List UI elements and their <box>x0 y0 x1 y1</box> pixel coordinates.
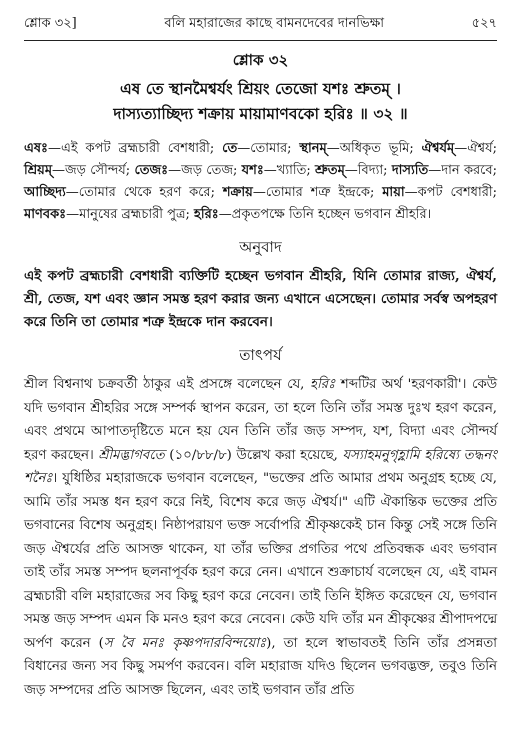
header-verse-ref: শ্লোক ৩২] <box>24 16 77 31</box>
translation-heading: অনুবাদ <box>239 238 282 256</box>
synonym-meaning: —তোমার শত্রু ইন্দ্রকে; <box>252 185 383 200</box>
synonym-meaning: —জড় তেজ; <box>168 163 242 178</box>
synonym-word: তে <box>222 141 238 156</box>
verse-line-2: দাস্যত্যাচ্ছিদ্য শক্রায় মায়ামাণবকো হরিঃ ॥ ৩২ ॥ <box>113 104 408 123</box>
synonym-meaning: —প্রকৃতপক্ষে তিনি হচ্ছেন ভগবান শ্রীহরি। <box>218 207 432 222</box>
synonym-meaning: —তোমার থেকে হরণ করে; <box>65 185 223 200</box>
header-title: বলি মহারাজের কাছে বামনদেবের দানভিক্ষা <box>164 16 384 31</box>
purport-italic: যস্যাহমনুগৃহ্ণামি হরিষ্যে তদ্ধনং শনৈঃ <box>24 447 497 486</box>
purport-italic: হরিঃ <box>309 377 336 392</box>
purport-italic: শ্রীমদ্ভাগবতে <box>98 447 165 463</box>
synonym-meaning: —বিদ্যা; <box>344 163 392 178</box>
purport-segment: শ্রীল বিশ্বনাথ চক্রবর্তী ঠাকুর এই প্রসঙ্গে বলেছেন যে, <box>24 377 310 392</box>
synonym-meaning: —ঐশ্বর্য; <box>454 141 497 156</box>
purport-segment: শব্দটির অর্থ 'হরণকারী'। কেউ যদি ভগবান শ্রীহরির সঙ্গে সম্পর্ক স্থাপন করেন, তা হলে তিনি তাঁর সমস্ত দুঃখ হরণ করেন, এবং প্রথমে আপাতদৃষ্টিতে মনে হয় যেন তিনি তাঁর জড় সম্পদ, যশ, বিদ্যা এবং সৌন্দর্য হরণ করছেন। <box>24 377 498 463</box>
synonym-word: স্থানম্ <box>299 141 327 156</box>
purport-italic: স বৈ মনঃ কৃষ্ণপদারবিন্দয়োঃ <box>103 635 267 651</box>
synonym-word: ঐশ্বর্যম্ <box>421 141 455 156</box>
synonym-meaning: —খ্যাতি; <box>263 163 316 178</box>
synonym-word: আচ্ছিদ্য <box>24 185 66 200</box>
purport-segment: (১০/৮৮/৮) উল্লেখ করা হয়েছে, <box>164 447 343 463</box>
purport-segment: । যুধিষ্ঠির মহারাজকে ভগবান বলেছেন, "ভক্তের প্রতি আমার প্রথম অনুগ্রহ হচ্ছে যে, আমি তাঁর সমস্ত ধন হরণ করে নিই, বিশেষ করে জড় ঐশ্বর্য।" এটি ঐকান্তিক ভক্তের প্রতি ভগবানের বিশেষ অনুগ্রহ। নিষ্ঠাপরায়ণ ভক্ত সর্বোপরি শ্রীকৃষ্ণকেই চান কিন্তু সেই সঙ্গে তিনি জড় ঐশ্বর্যের প্রতি আসক্ত থাকেন, যা তাঁর ভক্তির প্রগতির পথে প্রতিবন্ধক এবং ভগবান তাই তাঁর সমস্ত সম্পদ ছলনাপূর্বক হরণ করে নেন। এখানে শুক্রাচার্য বলেছেন যে, এই বামন ব্রহ্মচারী বলি মহারাজের সব কিছু হরণ করে নেবেন। তাই তিনি ইঙ্গিত করেছেন যে, ভগবান সমস্ত জড় সম্পদ এমন কি মনও হরণ করে নেবেন। কেউ যদি তাঁর মন শ্রীকৃষ্ণের শ্রীপাদপদ্মে অর্পণ করেন ( <box>24 471 497 651</box>
synonym-word: এষঃ <box>24 141 48 156</box>
purport-text <box>24 373 497 702</box>
synonym-word: মাণবকঃ <box>24 207 67 222</box>
synonym-word: শক্রায় <box>222 185 253 200</box>
synonym-meaning: —মানুষের ব্রহ্মচারী পুত্র; <box>66 207 195 222</box>
verse-heading: শ্লোক ৩২ <box>232 51 289 69</box>
purport-segment: ), তা হলে স্বাভাবতই তিনি তাঁর প্রসন্নতা বিধানের জন্য সব কিছু সমর্পণ করবেন। বলি মহারাজ যদিও ছিলেন ভগবদ্ভক্ত, তবুও তিনি জড় সম্পদের প্রতি আসক্ত ছিলেন, এবং তাই ভগবান তাঁর প্রতি <box>24 635 497 698</box>
header-page-number: ৫২৭ <box>471 16 497 31</box>
verse-text <box>24 76 497 126</box>
verse-line-1: এষ তে স্থানমৈশ্বর্যং শ্রিয়ং তেজো যশঃ শ্রুতম্ । <box>120 79 401 98</box>
synonym-word: মায়া <box>382 185 405 200</box>
synonym-meaning: —অধিকৃত ভূমি; <box>326 141 422 156</box>
synonym-word: দাস্যতি <box>391 163 429 178</box>
translation-text: এই কপট ব্রহ্মচারী বেশধারী ব্যক্তিটি হচ্ছেন ভগবান শ্রীহরি, যিনি তোমার রাজ্য, ঐশ্বর্য, শ্রী, তেজ, যশ এবং জ্ঞান সমস্ত হরণ করার জন্য এখানে এসেছেন। তোমার সর্বস্ব অপহরণ করে তিনি তা তোমার শত্রু ইন্দ্রকে দান করবেন। <box>24 268 497 330</box>
header-rule <box>24 40 497 41</box>
synonyms <box>24 138 497 226</box>
page-header <box>24 0 497 35</box>
synonym-word: শ্রুতম্ <box>315 163 345 178</box>
synonym-word: শ্রিয়ম্ <box>24 163 53 178</box>
synonym-word: তেজঃ <box>134 163 169 178</box>
synonym-meaning: —এই কপট ব্রহ্মচারী বেশধারী; <box>48 141 223 156</box>
synonym-meaning: —দান করবে; <box>428 163 498 178</box>
purport-heading: তাৎপর্য <box>239 346 282 364</box>
synonym-word: হরিঃ <box>194 207 219 222</box>
synonym-meaning: —তোমার; <box>237 141 300 156</box>
synonym-word: যশঃ <box>241 163 264 178</box>
synonym-meaning: —জড় সৌন্দর্য; <box>52 163 135 178</box>
synonym-meaning: —কপট বেশধারী; <box>404 185 497 200</box>
